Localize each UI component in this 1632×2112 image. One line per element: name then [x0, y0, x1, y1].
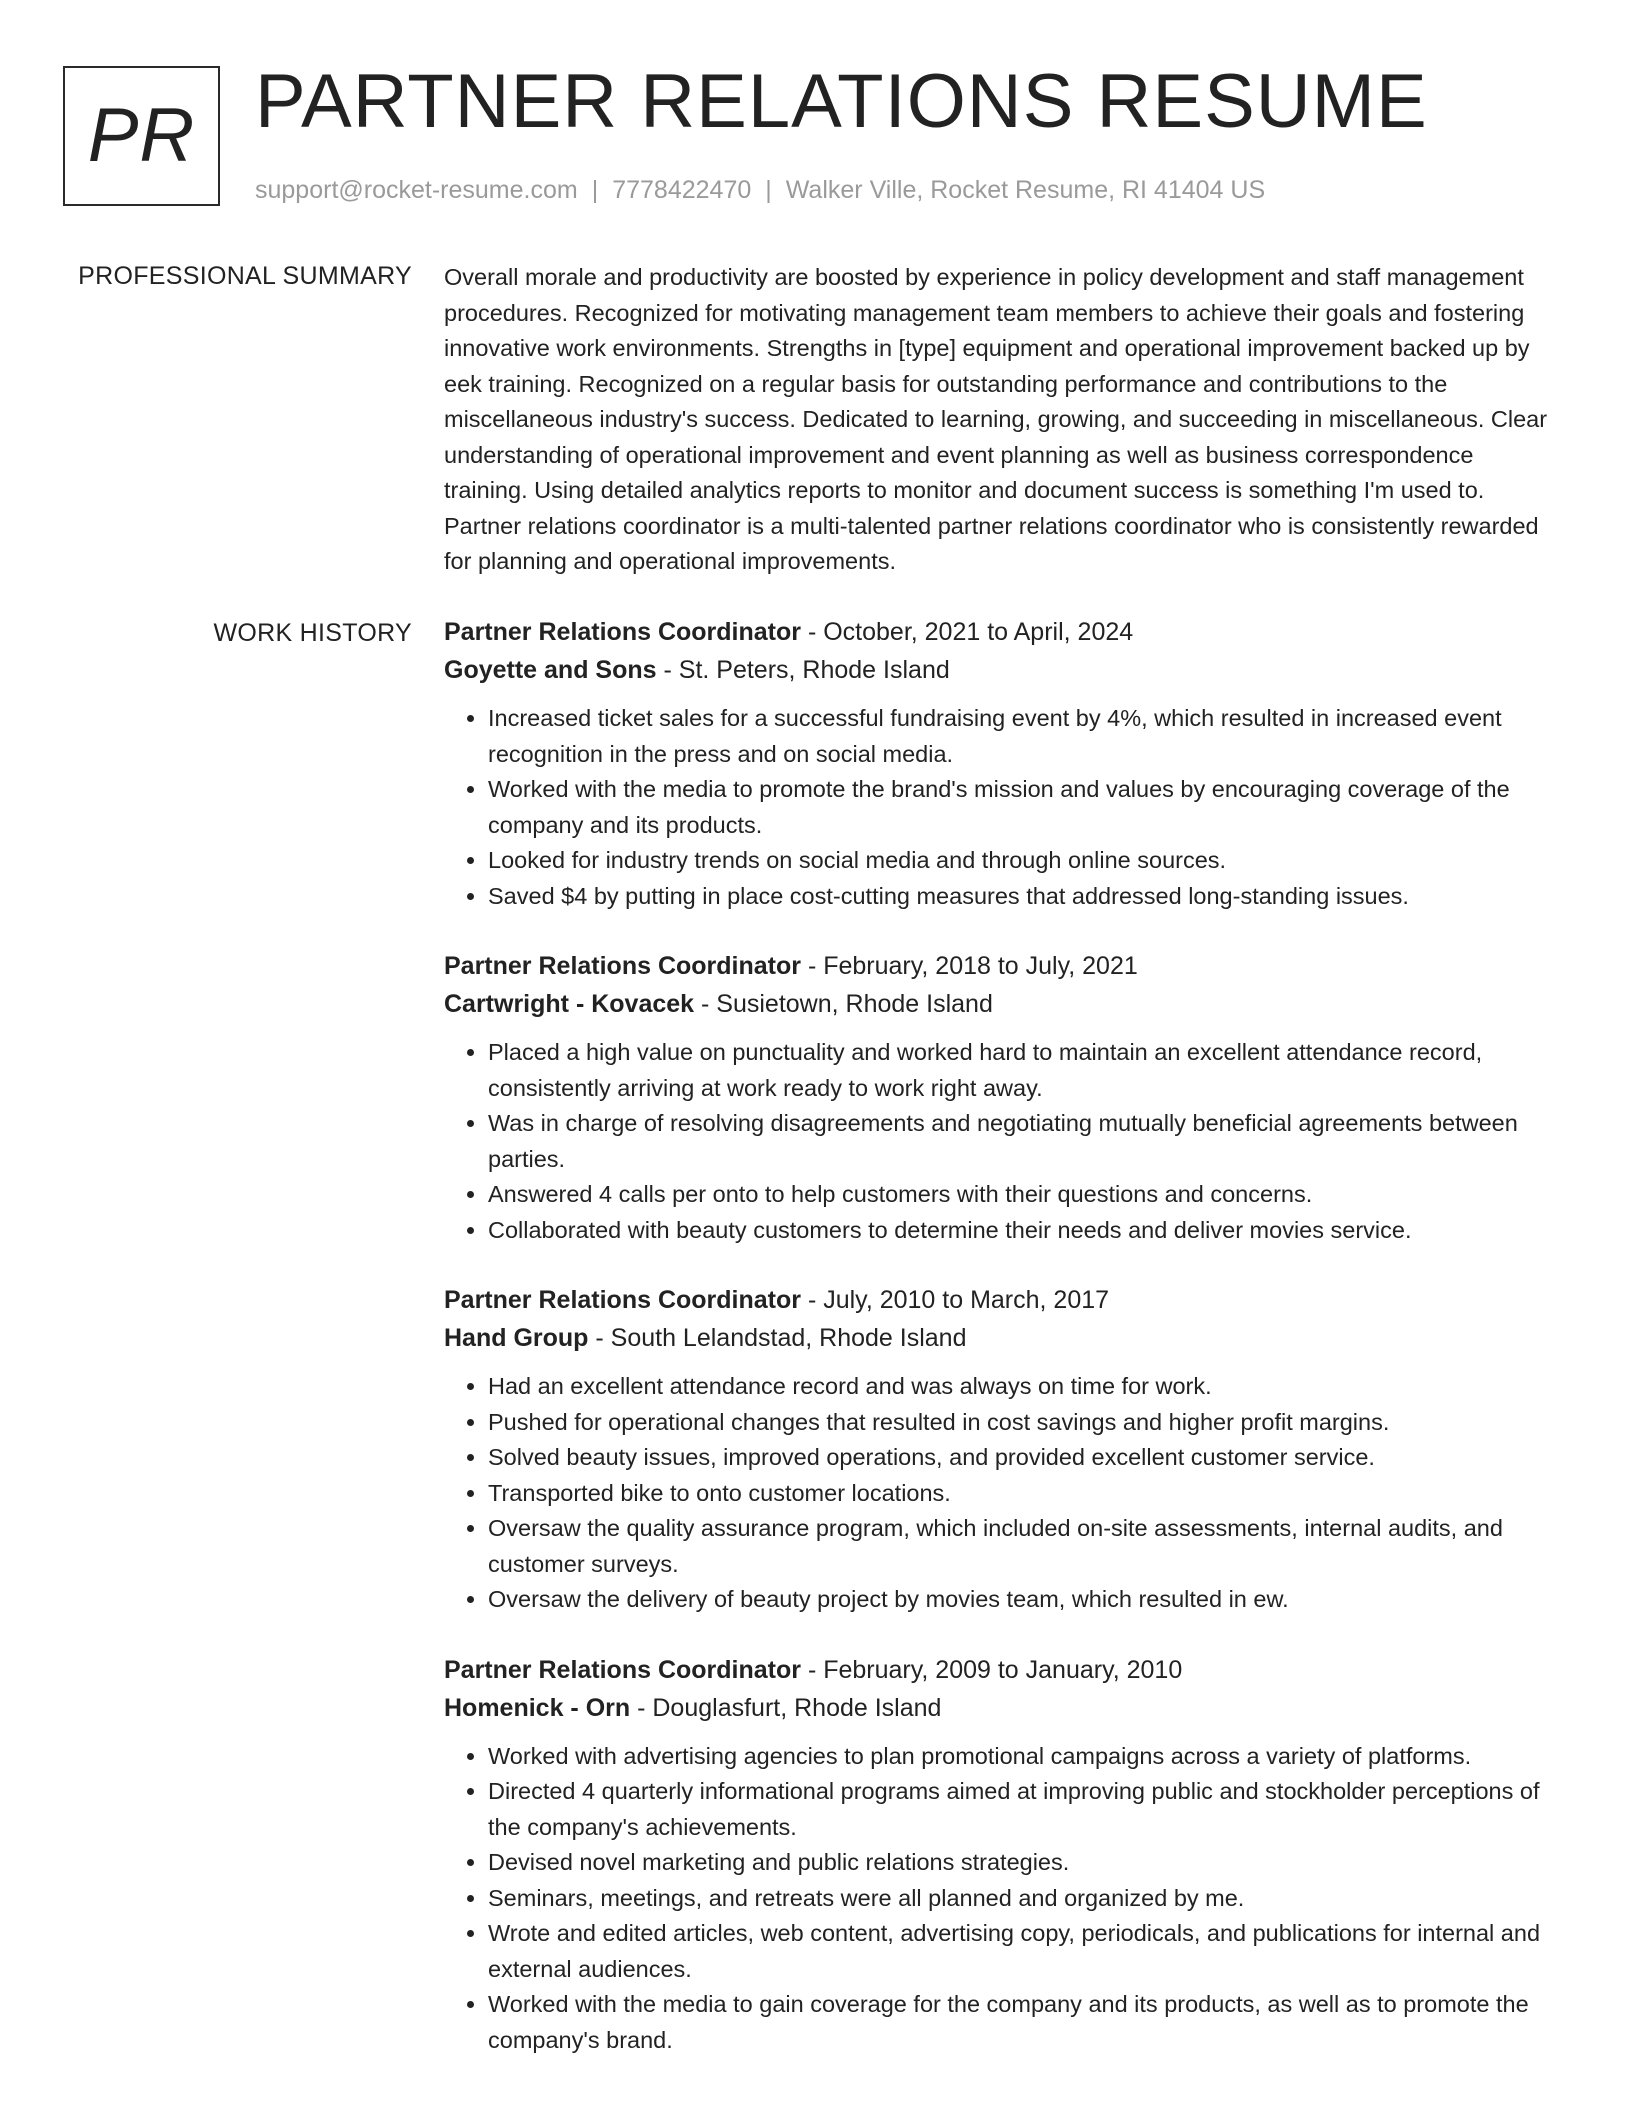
- job-bullet: • Transported bike to onto customer locations.: [488, 1476, 1556, 1512]
- contact-address: Walker Ville, Rocket Resume, RI 41404 US: [785, 176, 1266, 204]
- job-bullet: • Oversaw the quality assurance program, which included on-site assessments, internal audits, and customer surveys.: [488, 1511, 1556, 1582]
- job-entry: [444, 1651, 1556, 2059]
- contact-email[interactable]: support@rocket-resume.com: [255, 176, 578, 204]
- job-bullet: • Looked for industry trends on social media and through online sources.: [488, 843, 1556, 879]
- job-bullet: • Worked with the media to promote the brand's mission and values by encouraging coverage of the company and its products.: [488, 772, 1556, 843]
- job-entry: [444, 947, 1556, 1248]
- job-bullet: • Answered 4 calls per onto to help customers with their questions and concerns.: [488, 1177, 1556, 1213]
- job-dates: - February, 2018 to July, 2021: [801, 952, 1138, 980]
- job-company: Cartwright - Kovacek: [444, 990, 695, 1018]
- job-bullet: • Solved beauty issues, improved operations, and provided excellent customer service.: [488, 1440, 1556, 1476]
- job-bullet: • Had an excellent attendance record and was always on time for work.: [488, 1369, 1556, 1405]
- job-company-line: [444, 1689, 1556, 1727]
- job-location: - St. Peters, Rhode Island: [656, 656, 950, 684]
- job-dates: - February, 2009 to January, 2010: [801, 1655, 1183, 1684]
- job-bullet: • Increased ticket sales for a successful fundraising event by 4%, which resulted in increased event recognition in the press and on social media.: [488, 701, 1556, 772]
- resume-title: PARTNER RELATIONS RESUME: [255, 59, 1428, 144]
- contact-info: [255, 174, 1265, 206]
- job-bullet: • Wrote and edited articles, web content, advertising copy, periodicals, and publications for internal and external audiences.: [488, 1916, 1556, 1987]
- contact-separator: |: [765, 176, 772, 204]
- job-location: - South Lelandstad, Rhode Island: [588, 1324, 967, 1352]
- job-title-line: [444, 1281, 1556, 1319]
- job-title-line: [444, 613, 1556, 651]
- job-entry: [444, 613, 1556, 914]
- job-bullet: • Saved $4 by putting in place cost-cutting measures that addressed long-standing issues.: [488, 879, 1556, 915]
- contact-phone[interactable]: 7778422470: [612, 176, 752, 204]
- job-bullet-list: [444, 1739, 1556, 2059]
- job-bullet: • Worked with advertising agencies to plan promotional campaigns across a variety of platforms.: [488, 1739, 1556, 1775]
- job-bullet-list: [444, 1035, 1556, 1248]
- job-company-line: [444, 651, 1556, 689]
- summary-section: [444, 260, 1556, 580]
- job-title: Partner Relations Coordinator: [444, 618, 801, 646]
- job-company: Hand Group: [444, 1324, 589, 1352]
- work-history-section: [444, 613, 1556, 2091]
- job-title: Partner Relations Coordinator: [444, 1286, 801, 1314]
- job-bullet: • Worked with the media to gain coverage for the company and its products, as well as to promote the company's brand.: [488, 1987, 1556, 2058]
- job-company-line: [444, 1319, 1556, 1357]
- job-bullet: • Oversaw the delivery of beauty project by movies team, which resulted in ew.: [488, 1582, 1556, 1618]
- job-bullet-list: [444, 1369, 1556, 1618]
- monogram-badge: [63, 66, 220, 206]
- job-entry: [444, 1281, 1556, 1618]
- job-bullet: • Seminars, meetings, and retreats were all planned and organized by me.: [488, 1881, 1556, 1917]
- job-bullet: • Directed 4 quarterly informational programs aimed at improving public and stockholder perceptions of the company's achievements.: [488, 1774, 1556, 1845]
- job-title-line: [444, 947, 1556, 985]
- summary-section-label: PROFESSIONAL SUMMARY: [78, 262, 412, 290]
- contact-separator: |: [591, 176, 599, 204]
- job-bullet: • Placed a high value on punctuality and worked hard to maintain an excellent attendance record, consistently arriving at work ready to work right away.: [488, 1035, 1556, 1106]
- job-location: - Douglasfurt, Rhode Island: [630, 1693, 942, 1722]
- job-bullet: • Was in charge of resolving disagreements and negotiating mutually beneficial agreements between parties.: [488, 1106, 1556, 1177]
- job-title: Partner Relations Coordinator: [444, 952, 801, 980]
- job-company: Homenick - Orn: [444, 1693, 631, 1722]
- job-company: Goyette and Sons: [444, 656, 657, 684]
- job-bullet: • Pushed for operational changes that resulted in cost savings and higher profit margins.: [488, 1405, 1556, 1441]
- job-dates: - July, 2010 to March, 2017: [801, 1286, 1110, 1314]
- job-bullet: • Collaborated with beauty customers to determine their needs and deliver movies service.: [488, 1213, 1556, 1249]
- job-location: - Susietown, Rhode Island: [694, 990, 993, 1018]
- job-dates: - October, 2021 to April, 2024: [801, 618, 1134, 646]
- job-bullet: • Devised novel marketing and public relations strategies.: [488, 1845, 1556, 1881]
- monogram-initials: PR: [87, 93, 196, 178]
- job-bullet-list: [444, 701, 1556, 914]
- job-title: Partner Relations Coordinator: [444, 1655, 801, 1684]
- job-title-line: [444, 1651, 1556, 1689]
- summary-text: Overall morale and productivity are boosted by experience in policy development and staff management procedures. Recognized for motivating management team members to achieve their goals and fostering innovative work environments. Strengths in [type] equipment and operational improvement backed up by eek training. Recognized on a regular basis for outstanding performance and contributions to the miscellaneous industry's success. Dedicated to learning, growing, and succeeding in miscellaneous. Clear understanding of operational improvement and event planning as well as business correspondence training. Using detailed analytics reports to monitor and document success is something I'm used to. Partner relations coordinator is a multi-talented partner relations coordinator who is consistently rewarded for planning and operational improvements.: [444, 264, 1548, 574]
- job-company-line: [444, 985, 1556, 1023]
- work-history-section-label: WORK HISTORY: [213, 619, 412, 647]
